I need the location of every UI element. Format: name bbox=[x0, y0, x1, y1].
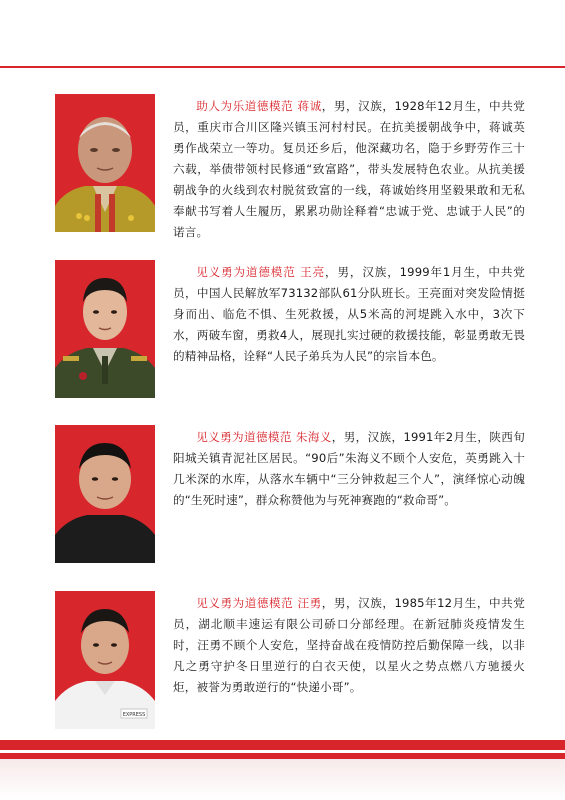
bio-paragraph-2 bbox=[173, 262, 525, 367]
bottom-red-band bbox=[0, 740, 565, 800]
bio-text-4: ，男，汉族，1985年12月生，中共党员，湖北顺丰速运有限公司硚口分部经理。在新冠肺炎疫情发生时，汪勇不顾个人安危，坚持奋战在疫情防控后勤保障一线，以非凡之勇守护冬日里逆行的白衣天使，以星火之势点燃八方驰援火炬，被誉为勇敢逆行的“快递小哥”。 bbox=[173, 596, 525, 694]
honor-title-1: 助人为乐道德模范 蒋诚 bbox=[196, 99, 322, 113]
honor-title-3: 见义勇为道德模范 朱海义 bbox=[196, 430, 332, 444]
bio-text-2: ，男，汉族，1999年1月生，中共党员，中国人民解放军73132部队61分队班长。王亮面对突发险情挺身而出、临危不惧、生死救援，从5米高的河堤跳入水中，3次下水，两破车窗，勇救4人，展现扎实过硬的救援技能，彰显勇敢无畏的精神品格，诠释“人民子弟兵为人民”的宗旨本色。 bbox=[173, 265, 525, 363]
bio-text-3: ，男，汉族，1991年2月生，陕西旬阳城关镇青泥社区居民。“90后”朱海义不顾个人安危，英勇跳入十几米深的水库，从落水车辆中“三分钟救起三个人”，演绎惊心动魄的“生死时速”，群众称赞他为与死神赛跑的“救命哥”。 bbox=[173, 430, 525, 507]
portrait-photo-4 bbox=[55, 591, 155, 729]
bio-paragraph-4 bbox=[173, 593, 525, 698]
portrait-photo-2 bbox=[55, 260, 155, 398]
honor-title-2: 见义勇为道德模范 王亮 bbox=[196, 265, 326, 279]
honor-title-4: 见义勇为道德模范 汪勇 bbox=[196, 596, 322, 610]
bio-text-1: ，男，汉族，1928年12月生，中共党员，重庆市合川区隆兴镇玉河村村民。在抗美援朝战争中，蒋诚英勇作战荣立一等功。复员还乡后，他深藏功名，隐于乡野劳作三十六载，举债带领村民修通“致富路”，带头发展特色农业。从抗美援朝战争的火线到农村脱贫致富的一线，蒋诚始终用坚毅果敢和无私奉献书写着人生履历，累累功勋诠释着“忠诚于党、忠诚于人民”的诺言。 bbox=[173, 99, 525, 239]
shirt-logo: EXPRESS bbox=[122, 712, 146, 718]
portrait-photo-3 bbox=[55, 425, 155, 563]
portrait-photo-1 bbox=[55, 94, 155, 232]
top-red-rule bbox=[0, 66, 565, 68]
bio-paragraph-1 bbox=[173, 96, 525, 243]
bio-paragraph-3 bbox=[173, 427, 525, 511]
